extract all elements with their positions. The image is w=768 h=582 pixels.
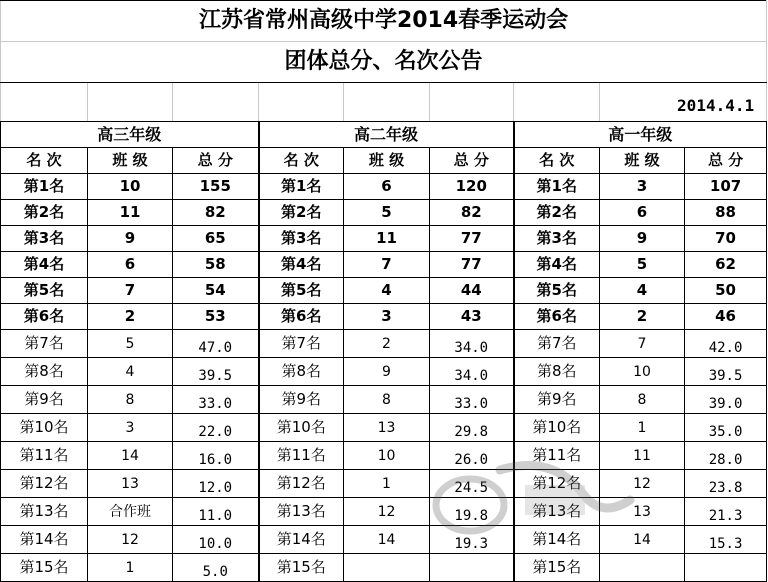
cell-class: 5: [344, 200, 430, 226]
cell-class: 10: [344, 442, 430, 470]
cell-class: 3: [600, 174, 685, 200]
cell-class: 13: [344, 414, 430, 442]
cell-rank: 第2名: [514, 200, 600, 226]
table-row: [1, 304, 767, 330]
cell-total: 35.0: [685, 414, 767, 442]
cell-rank: 第6名: [259, 304, 344, 330]
cell-total: 5.0: [173, 554, 259, 582]
cell-total: 23.8: [685, 470, 767, 498]
grade-header-row: [1, 122, 767, 148]
cell-rank: 第2名: [259, 200, 344, 226]
cell-total: 26.0: [430, 442, 514, 470]
cell-class: 合作班: [88, 498, 173, 526]
date-row: [1, 83, 767, 122]
cell-rank: 第7名: [259, 330, 344, 358]
cell-total: 82: [430, 200, 514, 226]
cell-class: 3: [344, 304, 430, 330]
cell-rank: 第4名: [1, 252, 88, 278]
cell-class: 10: [600, 358, 685, 386]
cell-class: 8: [88, 386, 173, 414]
cell-total: 54: [173, 278, 259, 304]
cell-rank: 第9名: [514, 386, 600, 414]
cell-total: 33.0: [430, 386, 514, 414]
cell-class: 10: [88, 174, 173, 200]
col-header-rank: 名 次: [1, 148, 88, 174]
cell-rank: 第12名: [1, 470, 88, 498]
cell-rank: 第9名: [259, 386, 344, 414]
cell-class: 7: [344, 252, 430, 278]
table-row: [1, 330, 767, 358]
cell-total: 22.0: [173, 414, 259, 442]
cell-rank: 第11名: [259, 442, 344, 470]
cell-rank: 第3名: [514, 226, 600, 252]
cell-class: 9: [88, 226, 173, 252]
cell-total: 46: [685, 304, 767, 330]
cell-total: 62: [685, 252, 767, 278]
cell-total: 42.0: [685, 330, 767, 358]
cell-class: 7: [600, 330, 685, 358]
table-row: [1, 470, 767, 498]
cell-rank: 第14名: [514, 526, 600, 554]
cell-rank: 第6名: [1, 304, 88, 330]
title-line-2: 团体总分、名次公告: [1, 42, 767, 83]
cell-class: 9: [600, 226, 685, 252]
cell-class: 11: [88, 200, 173, 226]
cell-rank: 第15名: [259, 554, 344, 582]
cell-rank: 第10名: [514, 414, 600, 442]
cell-class: 1: [600, 414, 685, 442]
cell-class: 2: [344, 330, 430, 358]
table-row: [1, 414, 767, 442]
cell-class: 11: [600, 442, 685, 470]
cell-rank: 第13名: [1, 498, 88, 526]
cell-class: 1: [344, 470, 430, 498]
cell-class: 14: [344, 526, 430, 554]
cell-class: 4: [344, 278, 430, 304]
col-header-class: 班 级: [88, 148, 173, 174]
cell-rank: 第6名: [514, 304, 600, 330]
table-row: [1, 358, 767, 386]
cell-total: [685, 554, 767, 582]
grade-name-senior3: 高三年级: [1, 122, 259, 148]
cell-class: 13: [88, 470, 173, 498]
table-row: [1, 498, 767, 526]
column-header-row: [1, 148, 767, 174]
cell-rank: 第1名: [259, 174, 344, 200]
cell-class: 13: [600, 498, 685, 526]
cell-class: 7: [88, 278, 173, 304]
cell-total: 39.5: [685, 358, 767, 386]
col-header-class: 班 级: [344, 148, 430, 174]
cell-total: [430, 554, 514, 582]
cell-total: 19.3: [430, 526, 514, 554]
table-row: [1, 554, 767, 582]
cell-rank: 第5名: [259, 278, 344, 304]
cell-total: 11.0: [173, 498, 259, 526]
table-row: [1, 252, 767, 278]
cell-total: 107: [685, 174, 767, 200]
cell-total: 155: [173, 174, 259, 200]
cell-class: 12: [600, 470, 685, 498]
table-row: [1, 174, 767, 200]
cell-rank: 第5名: [1, 278, 88, 304]
cell-class: 9: [344, 358, 430, 386]
cell-class: 6: [600, 200, 685, 226]
col-header-rank: 名 次: [259, 148, 344, 174]
cell-total: 43: [430, 304, 514, 330]
cell-total: 34.0: [430, 358, 514, 386]
col-header-total: 总 分: [685, 148, 767, 174]
table-row: [1, 200, 767, 226]
grade-name-senior1: 高一年级: [514, 122, 767, 148]
cell-total: 50: [685, 278, 767, 304]
cell-rank: 第1名: [1, 174, 88, 200]
cell-rank: 第3名: [259, 226, 344, 252]
cell-rank: 第10名: [259, 414, 344, 442]
cell-total: 77: [430, 226, 514, 252]
table-row: [1, 226, 767, 252]
cell-rank: 第5名: [514, 278, 600, 304]
cell-rank: 第3名: [1, 226, 88, 252]
cell-rank: 第12名: [514, 470, 600, 498]
cell-class: 5: [88, 330, 173, 358]
cell-total: 12.0: [173, 470, 259, 498]
cell-class: 12: [88, 526, 173, 554]
cell-total: 34.0: [430, 330, 514, 358]
cell-total: 19.8: [430, 498, 514, 526]
cell-rank: 第13名: [259, 498, 344, 526]
cell-total: 29.8: [430, 414, 514, 442]
col-header-rank: 名 次: [514, 148, 600, 174]
cell-class: 2: [600, 304, 685, 330]
cell-total: 53: [173, 304, 259, 330]
cell-total: 44: [430, 278, 514, 304]
cell-class: 3: [88, 414, 173, 442]
cell-total: 28.0: [685, 442, 767, 470]
cell-total: 77: [430, 252, 514, 278]
cell-class: 8: [344, 386, 430, 414]
cell-total: 88: [685, 200, 767, 226]
cell-total: 10.0: [173, 526, 259, 554]
col-header-class: 班 级: [600, 148, 685, 174]
cell-rank: 第11名: [514, 442, 600, 470]
col-header-total: 总 分: [173, 148, 259, 174]
cell-total: 21.3: [685, 498, 767, 526]
cell-rank: 第8名: [1, 358, 88, 386]
cell-rank: 第11名: [1, 442, 88, 470]
cell-total: 39.0: [685, 386, 767, 414]
cell-rank: 第15名: [514, 554, 600, 582]
table-row: [1, 278, 767, 304]
title-line-1: 江苏省常州高级中学2014春季运动会: [1, 1, 767, 42]
cell-class: 6: [88, 252, 173, 278]
cell-rank: 第14名: [1, 526, 88, 554]
grade-name-senior2: 高二年级: [259, 122, 514, 148]
cell-total: 15.3: [685, 526, 767, 554]
cell-class: 2: [88, 304, 173, 330]
cell-class: 5: [600, 252, 685, 278]
cell-class: 11: [344, 226, 430, 252]
cell-total: 39.5: [173, 358, 259, 386]
cell-total: 82: [173, 200, 259, 226]
cell-class: 8: [600, 386, 685, 414]
cell-class: [344, 554, 430, 582]
cell-rank: 第7名: [514, 330, 600, 358]
cell-class: 12: [344, 498, 430, 526]
cell-rank: 第8名: [514, 358, 600, 386]
cell-rank: 第2名: [1, 200, 88, 226]
cell-class: 14: [600, 526, 685, 554]
cell-total: 33.0: [173, 386, 259, 414]
cell-rank: 第14名: [259, 526, 344, 554]
cell-rank: 第13名: [514, 498, 600, 526]
cell-total: 65: [173, 226, 259, 252]
cell-class: 6: [344, 174, 430, 200]
table-row: [1, 526, 767, 554]
table-row: [1, 386, 767, 414]
cell-rank: 第4名: [259, 252, 344, 278]
cell-total: 120: [430, 174, 514, 200]
col-header-total: 总 分: [430, 148, 514, 174]
cell-class: [600, 554, 685, 582]
date-label: 2014.4.1: [600, 83, 767, 122]
cell-total: 70: [685, 226, 767, 252]
cell-class: 14: [88, 442, 173, 470]
cell-rank: 第15名: [1, 554, 88, 582]
cell-rank: 第10名: [1, 414, 88, 442]
cell-total: 24.5: [430, 470, 514, 498]
cell-rank: 第4名: [514, 252, 600, 278]
cell-rank: 第8名: [259, 358, 344, 386]
cell-rank: 第7名: [1, 330, 88, 358]
cell-rank: 第1名: [514, 174, 600, 200]
cell-rank: 第9名: [1, 386, 88, 414]
cell-total: 47.0: [173, 330, 259, 358]
cell-rank: 第12名: [259, 470, 344, 498]
cell-class: 1: [88, 554, 173, 582]
cell-class: 4: [88, 358, 173, 386]
cell-total: 58: [173, 252, 259, 278]
cell-class: 4: [600, 278, 685, 304]
cell-total: 16.0: [173, 442, 259, 470]
table-row: [1, 442, 767, 470]
